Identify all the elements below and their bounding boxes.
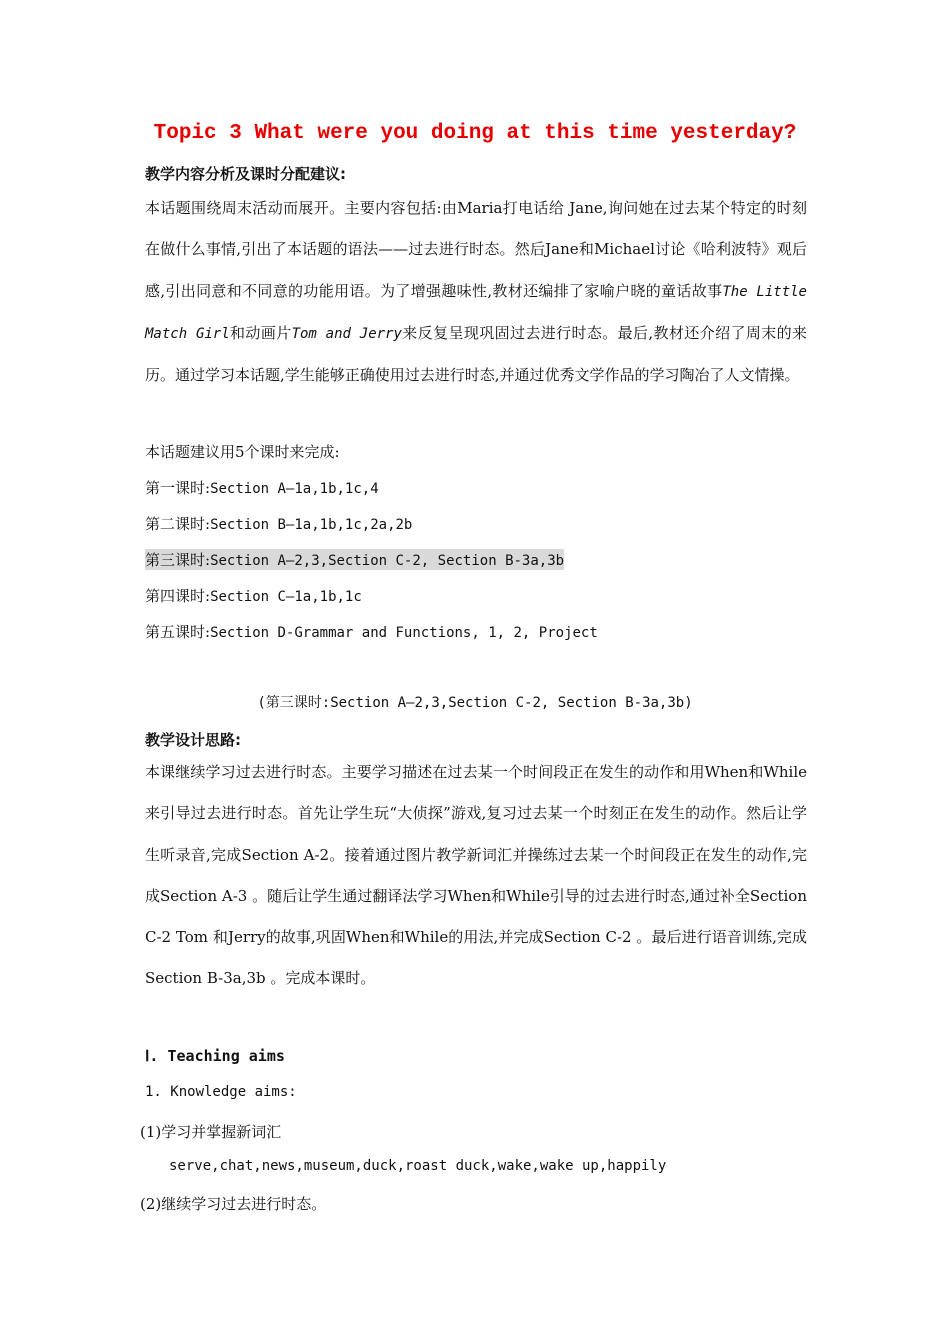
lesson-title: (第三课时:Section A—2,3,Section C-2, Section B-3a,3b) [257, 695, 693, 711]
analysis-text-2: 和动画片 [229, 323, 292, 342]
teaching-aims-heading: Ⅰ. Teaching aims [145, 1047, 285, 1065]
lesson-content: Section A—2,3,Section C-2, Section B-3a,3b [210, 553, 565, 569]
lesson-item-5 [145, 621, 598, 642]
lesson-item-4 [145, 585, 362, 606]
lesson-content: Section B—1a,1b,1c,2a,2b [210, 517, 413, 533]
lesson-content: Section D-Grammar and Functions, 1, 2, Project [210, 625, 598, 641]
knowledge-item-1-label: (1)学习并掌握新词汇 [140, 1123, 282, 1141]
design-paragraph: 本课继续学习过去进行时态。主要学习描述在过去某一个时间段正在发生的动作和用When和While 来引导过去进行时态。首先让学生玩“大侦探”游戏,复习过去某一个时刻正在发生的动作。然后让学生听录音,完成Section A-2。接着通过图片教学新词汇并操练过去某一个时间段正在发生的动作,完成Section A-3 。随后让学生通过翻译法学习When和While引导的过去进行时态,通过补全Section C-2 Tom 和Jerry的故事,巩固When和While的用法,并完成Section C-2 。最后进行语音训练,完成Section B-3a,3b 。完成本课时。 [145, 763, 807, 988]
analysis-paragraph [145, 188, 807, 396]
knowledge-aims-heading: 1. Knowledge aims: [145, 1084, 297, 1100]
analysis-text-1: 本话题围绕周末活动而展开。主要内容包括:由Maria打电话给 Jane,询问她在过去某个特定的时刻在做什么事情,引出了本话题的语法——过去进行时态。然后Jane和Michael讨论《哈利波特》观后感,引出同意和不同意的功能用语。为了增强趣味性,教材还编排了家喻户晓的童话故事 [145, 199, 807, 300]
plan-intro: 本话题建议用5个课时来完成: [145, 443, 340, 461]
lesson-content: Section A—1a,1b,1c,4 [210, 481, 379, 497]
lesson-label: 第三课时: [145, 551, 211, 569]
story-title-tom-jerry: Tom and Jerry [291, 325, 402, 342]
lesson-item-1 [145, 477, 379, 498]
lesson-item-2 [145, 513, 412, 534]
analysis-text-3: 来反复呈现巩固过去进行时态。最后,教材还介绍了周末的来历。通过学习本话题,学生能够正确使用过去进行时态,并通过优秀文学作品的学习陶冶了人文情操。 [145, 323, 807, 385]
lesson-label: 第一课时: [145, 479, 211, 497]
lesson-item-3-highlighted [145, 549, 564, 570]
lesson-label: 第五课时: [145, 623, 211, 641]
document-title: Topic 3 What were you doing at this time yesterday? [153, 122, 797, 145]
vocabulary-list: serve,chat,news,museum,duck,roast duck,wake,wake up,happily [169, 1158, 667, 1174]
lesson-label: 第二课时: [145, 515, 211, 533]
lesson-content: Section C—1a,1b,1c [210, 589, 362, 605]
lesson-label: 第四课时: [145, 587, 211, 605]
knowledge-item-2-label: (2)继续学习过去进行时态。 [140, 1195, 327, 1213]
design-heading: 教学设计思路: [145, 731, 241, 749]
story-title-match-girl: The Little Match Girl [145, 283, 807, 342]
analysis-heading: 教学内容分析及课时分配建议: [145, 165, 346, 183]
